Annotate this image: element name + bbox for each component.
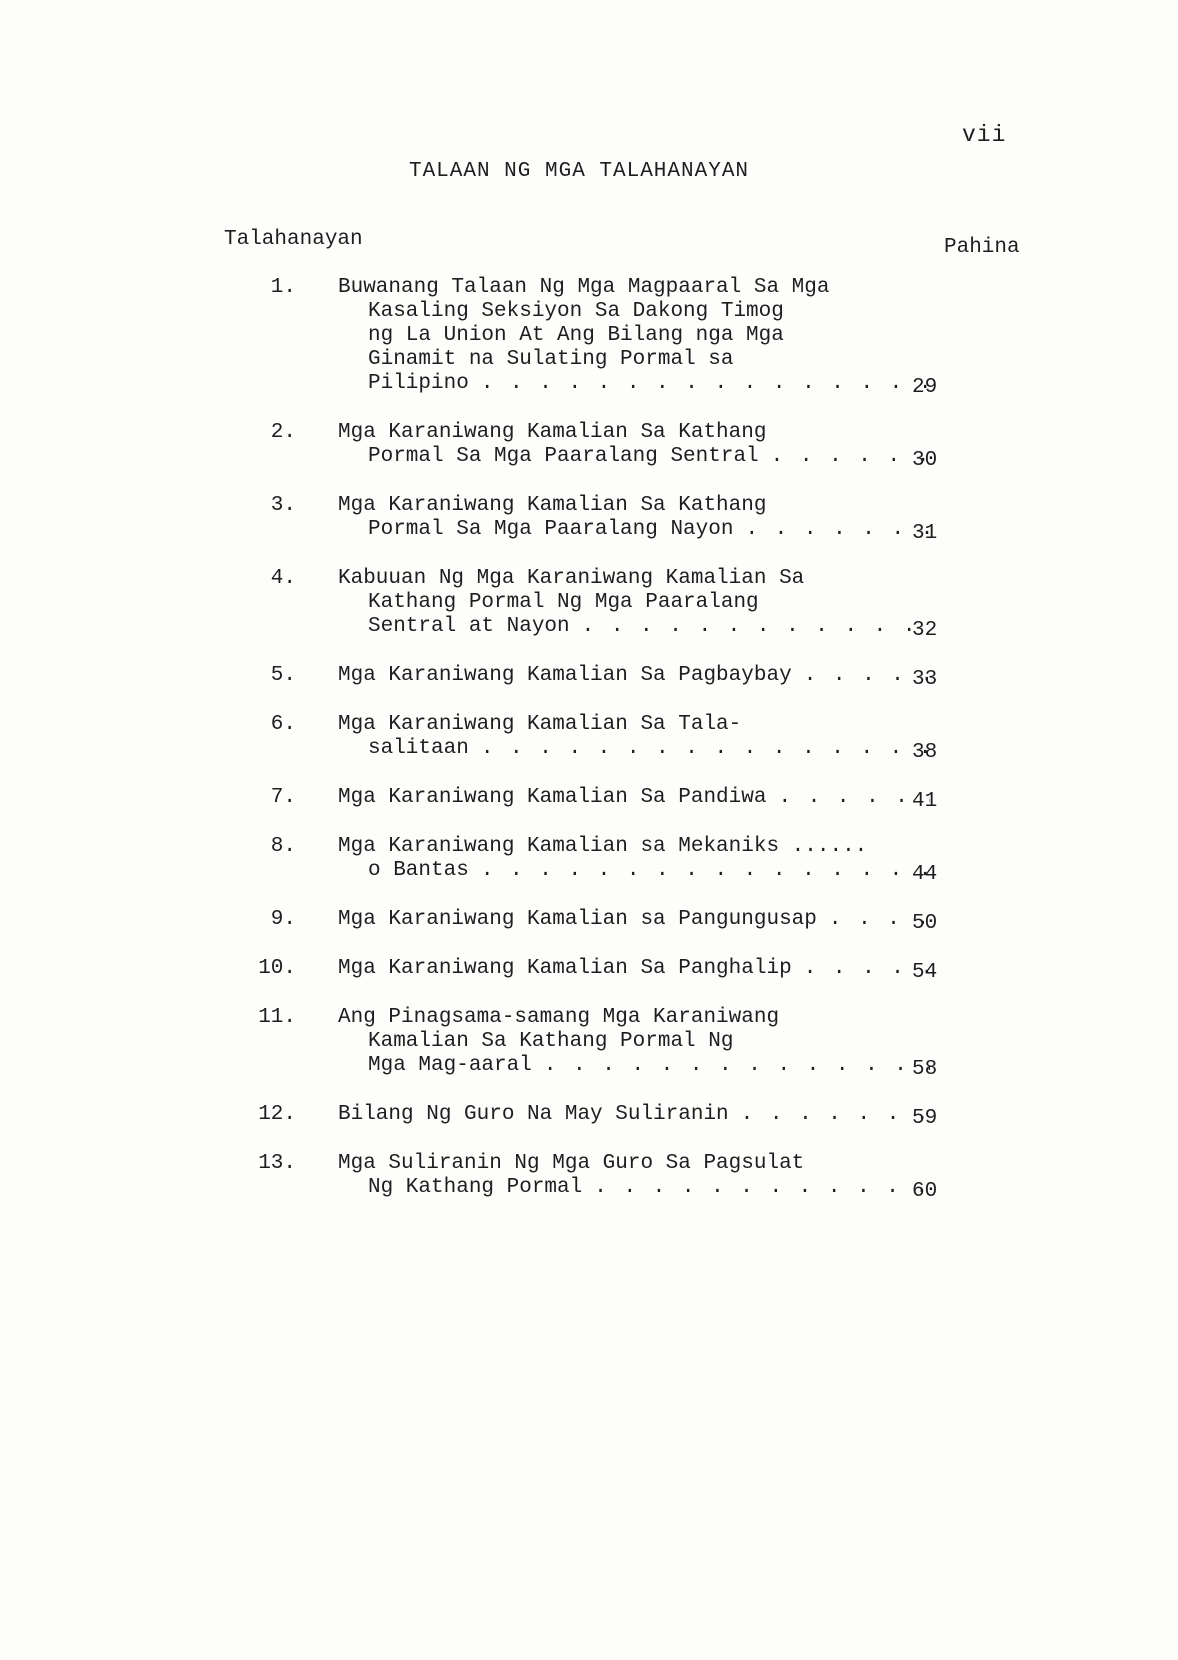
- dot-leader: [582, 615, 930, 639]
- dot-leader: [745, 518, 930, 542]
- dot-leader: [481, 737, 930, 761]
- table-list: [256, 276, 1016, 1225]
- entry-title-text: Mga Mag-aaral: [368, 1054, 532, 1077]
- entry-page-number: 38: [912, 741, 938, 764]
- entry-title-text: Bilang Ng Guro Na May Suliranin: [338, 1103, 729, 1126]
- entry-number: 5.: [270, 664, 296, 687]
- entry-title-line: [338, 372, 930, 396]
- list-item: [256, 494, 1016, 545]
- dot-leader: [778, 786, 930, 810]
- entry-title: [338, 957, 908, 981]
- list-item: [256, 567, 1016, 642]
- entry-title-line: Mga Suliranin Ng Mga Guro Sa Pagsulat: [338, 1152, 805, 1175]
- entry-number: 11.: [258, 1006, 296, 1029]
- entry-title-line: Mga Karaniwang Kamalian Sa Tala-: [338, 713, 742, 736]
- entry-page-number: 41: [912, 790, 938, 813]
- entry-title-line: Mga Karaniwang Kamalian Sa Kathang: [338, 494, 767, 517]
- list-item: [256, 786, 1016, 813]
- column-header-page: Pahina: [944, 236, 1020, 259]
- entry-title-line: [338, 1176, 930, 1200]
- entry-title-text: Sentral at Nayon: [368, 615, 570, 638]
- page-title: [0, 160, 1178, 183]
- entry-page-number: 30: [912, 449, 938, 472]
- entry-title-text: Mga Karaniwang Kamalian Sa Pagbaybay: [338, 664, 792, 687]
- entry-title: [338, 664, 908, 688]
- entry-number: 2.: [270, 421, 296, 444]
- list-item: [256, 1152, 1016, 1203]
- entry-title: [338, 276, 908, 396]
- entry-title-line: Ang Pinagsama-samang Mga Karaniwang: [338, 1006, 780, 1029]
- entry-number: 6.: [270, 713, 296, 736]
- entry-title-line: [338, 737, 930, 761]
- entry-title-text: Mga Karaniwang Kamalian Sa Panghalip: [338, 957, 792, 980]
- dot-leader: [594, 1176, 930, 1200]
- entry-title: [338, 835, 908, 883]
- list-item: [256, 421, 1016, 472]
- list-item: [256, 1006, 1016, 1081]
- entry-page-number: 44: [912, 863, 938, 886]
- entry-title-line: [338, 908, 930, 932]
- entry-title: [338, 494, 908, 542]
- entry-title-line: [338, 518, 930, 542]
- entry-title-line: [338, 786, 930, 810]
- entry-title-text: Mga Karaniwang Kamalian Sa Pandiwa: [338, 786, 767, 809]
- entry-title-line: Mga Karaniwang Kamalian Sa Kathang: [338, 421, 767, 444]
- page-number: vii: [962, 122, 1007, 148]
- list-item: [256, 957, 1016, 984]
- entry-title-text: o Bantas: [368, 859, 469, 882]
- entry-title-line: Kabuuan Ng Mga Karaniwang Kamalian Sa: [338, 567, 805, 590]
- entry-title-text: Pormal Sa Mga Paaralang Sentral: [368, 445, 759, 468]
- entry-page-number: 60: [912, 1180, 938, 1203]
- entry-page-number: 58: [912, 1058, 938, 1081]
- entry-number: 3.: [270, 494, 296, 517]
- entry-number: 13.: [258, 1152, 296, 1175]
- entry-page-number: 54: [912, 961, 938, 984]
- entry-title: [338, 1006, 908, 1078]
- entry-title-line: [338, 664, 930, 688]
- entry-title: [338, 567, 908, 639]
- entry-number: 10.: [258, 957, 296, 980]
- entry-title-line: [338, 859, 930, 883]
- entry-page-number: 29: [912, 376, 938, 399]
- list-item: [256, 835, 1016, 886]
- entry-title: [338, 1152, 908, 1200]
- entry-page-number: 50: [912, 912, 938, 935]
- entry-title-text: Ng Kathang Pormal: [368, 1176, 583, 1199]
- entry-title-line: Kamalian Sa Kathang Pormal Ng: [368, 1030, 734, 1053]
- entry-title-line: Kathang Pormal Ng Mga Paaralang: [368, 591, 759, 614]
- entry-page-number: 59: [912, 1107, 938, 1130]
- entry-title-line: [338, 445, 930, 469]
- entry-title-text: Mga Karaniwang Kamalian sa Pangungusap: [338, 908, 817, 931]
- page-title-text: TALAAN NG MGA TALAHANAYAN: [408, 160, 750, 183]
- list-item: [256, 1103, 1016, 1130]
- entry-title-line: Ginamit na Sulating Pormal sa: [368, 348, 734, 371]
- entry-title-line: [338, 1103, 930, 1127]
- entry-title-line: [338, 957, 930, 981]
- entry-title-text: salitaan: [368, 737, 469, 760]
- entry-page-number: 31: [912, 522, 938, 545]
- entry-title: [338, 421, 908, 469]
- entry-page-number: 33: [912, 668, 938, 691]
- entry-title-line: ng La Union At Ang Bilang nga Mga: [368, 324, 784, 347]
- entry-number: 9.: [270, 908, 296, 931]
- entry-title-text: Pormal Sa Mga Paaralang Nayon: [368, 518, 734, 541]
- entry-title: [338, 1103, 908, 1127]
- entry-title-line: Mga Karaniwang Kamalian sa Mekaniks ......: [338, 835, 868, 858]
- entry-title: [338, 713, 908, 761]
- list-item: [256, 664, 1016, 691]
- entry-title-line: Kasaling Seksiyon Sa Dakong Timog: [368, 300, 784, 323]
- entry-number: 8.: [270, 835, 296, 858]
- entry-title: [338, 908, 908, 932]
- entry-title-line: [338, 615, 930, 639]
- dot-leader: [481, 372, 930, 396]
- dot-leader: [481, 859, 930, 883]
- dot-leader: [544, 1054, 930, 1078]
- entry-page-number: 32: [912, 619, 938, 642]
- entry-number: 1.: [270, 276, 296, 299]
- entry-title-line: Buwanang Talaan Ng Mga Magpaaral Sa Mga: [338, 276, 830, 299]
- entry-number: 4.: [270, 567, 296, 590]
- dot-leader: [771, 445, 930, 469]
- list-item: [256, 713, 1016, 764]
- column-header-table: Talahanayan: [224, 228, 363, 251]
- list-item: [256, 276, 1016, 399]
- list-item: [256, 908, 1016, 935]
- entry-title: [338, 786, 908, 810]
- entry-number: 7.: [270, 786, 296, 809]
- entry-title-line: [338, 1054, 930, 1078]
- entry-title-text: Pilipino: [368, 372, 469, 395]
- entry-number: 12.: [258, 1103, 296, 1126]
- dot-leader: [741, 1103, 930, 1127]
